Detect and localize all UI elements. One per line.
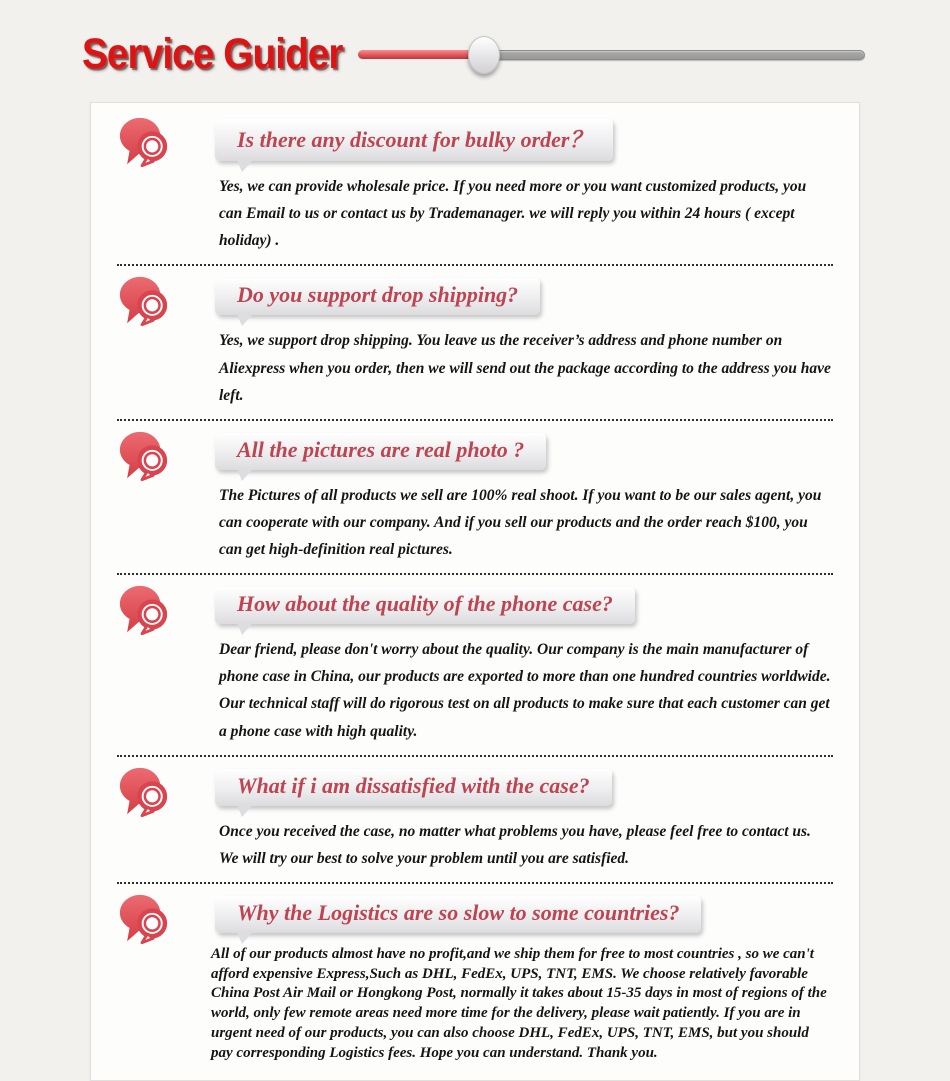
slider-track <box>472 50 865 60</box>
faq-item <box>91 575 859 755</box>
faq-item <box>91 107 859 264</box>
answer-text: All of our products almost have no profit,and we ship them for free to most countries , so we can't afford expensive Express,Such as DHL, FedEx, UPS, TNT, EMS. We choose relatively favorable China Post Air Mail or Hongkong Post, normally it takes about 15-35 days in most of regions of the world, only few remote areas need more time for the delivery, please wait patiently. If you are in urgent need of our products, you can also choose DHL, FedEx, UPS, TNT, EMS, but you should pay corresponding Logistics fees. Hope you can understand. Thank you. <box>211 945 827 1061</box>
question-banner <box>215 587 635 624</box>
chat-bubbles-icon <box>117 116 171 170</box>
question-text: How about the quality of the phone case? <box>237 591 613 617</box>
slider-track-filled <box>358 50 482 59</box>
question-text: Why the Logistics are so slow to some countries? <box>237 899 680 925</box>
question-banner <box>215 278 540 315</box>
question-text: All the pictures are real photo ? <box>237 436 525 462</box>
question-banner <box>215 769 612 806</box>
page-title: Service Guider <box>82 29 343 78</box>
answer-text: Yes, we support drop shipping. You leave us the receiver’s address and phone number on Aliexpress when you order, then we will send out the package according to the address you have left. <box>219 332 831 404</box>
question-text: Do you support drop shipping? <box>237 282 519 308</box>
faq-item <box>91 757 859 882</box>
answer-text: Yes, we can provide wholesale price. If you need more or you want customized products, you can Email to us or contact us by Trademanager. we will reply you within 24 hours ( except holiday) . <box>219 178 807 250</box>
progress-slider <box>358 34 865 74</box>
chat-bubbles-icon <box>117 893 171 947</box>
slider-handle[interactable] <box>468 36 500 74</box>
faq-item <box>91 266 859 418</box>
faq-item <box>91 884 859 1074</box>
question-text: Is there any discount for bulky order？ <box>237 127 592 152</box>
question-banner <box>215 896 701 933</box>
chat-bubbles-icon <box>117 766 171 820</box>
question-banner <box>215 119 613 161</box>
chat-bubbles-icon <box>117 584 171 638</box>
answer-text: Once you received the case, no matter what problems you have, please feel free to contact us. We will try our best to solve your problem until you are satisfied. <box>219 822 811 867</box>
chat-bubbles-icon <box>117 275 171 329</box>
question-banner <box>215 433 546 470</box>
faq-item <box>91 421 859 573</box>
answer-text: Dear friend, please don't worry about the quality. Our company is the main manufacturer of phone case in China, our products are exported to more than one hundred countries worldwide. Our technical staff will do rigorous test on all products to make sure that each customer can get a phone case with high quality. <box>219 641 831 740</box>
chat-bubbles-icon <box>117 430 171 484</box>
faq-card <box>90 102 860 1081</box>
answer-text: The Pictures of all products we sell are 100% real shoot. If you want to be our sales agent, you can cooperate with our company. And if you sell our products and the order reach $100, you can get high-definition real pictures. <box>219 486 822 558</box>
header <box>0 0 950 84</box>
question-text: What if i am dissatisfied with the case? <box>237 772 590 798</box>
